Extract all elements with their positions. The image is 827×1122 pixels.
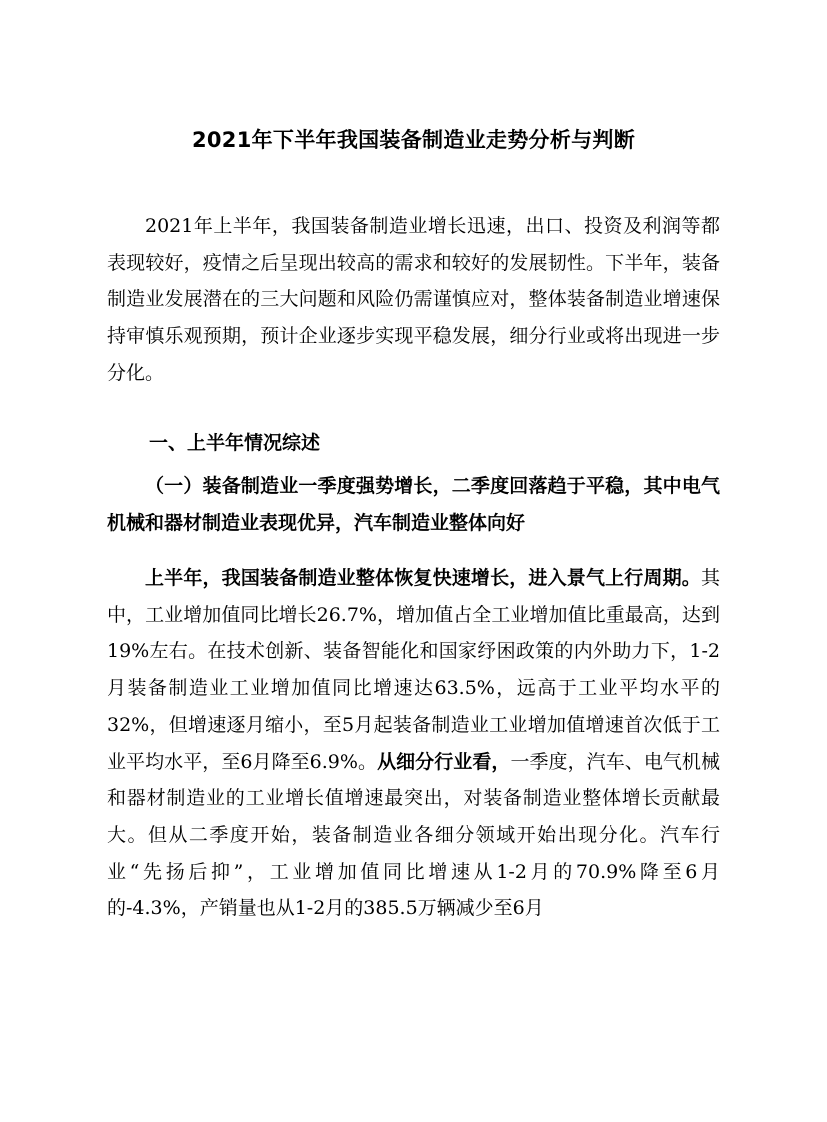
paragraph-part-1: 其中，工业增加值同比增长26.7%，增加值占全工业增加值比重最高，达到19%左右。在技术创新、装备智能化和国家纾困政策的内外助力下，1-2月装备制造业工业增加值同比增速达63.5%，远高于工业平均水平的32%，但增速逐月缩小，至5月起装备制造业工业增加值增速首次低于工业平均水平，至6月降至6.9%。 — [107, 567, 720, 773]
paragraph-lead: 上半年，我国装备制造业整体恢复快速增长，进入景气上行周期。 — [145, 567, 701, 589]
paragraph-bold-phrase: 从细分行业看， — [377, 750, 511, 773]
intro-text: 2021年上半年，我国装备制造业增长迅速，出口、投资及利润等都表现较好，疫情之后呈现出较高的需求和较好的发展韧性。下半年，装备制造业发展潜在的三大问题和风险仍需谨慎应对，整体装备制造业增速保持审慎乐观预期，预计企业逐步实现平稳发展，细分行业或将出现进一步分化。 — [107, 215, 720, 384]
paragraph-part-2: 一季度，汽车、电气机械和器材制造业的工业增长值增速最突出，对装备制造业整体增长贡献最大。但从二季度开始，装备制造业各细分领域开始出现分化。汽车行业“先扬后抑”，工业增加值同比增速从1-2月的70.9%降至6月的-4.3%，产销量也从1-2月的385.5万辆减少至6月 — [107, 750, 720, 920]
body-paragraph — [107, 560, 720, 927]
intro-paragraph — [107, 208, 720, 392]
subsection-heading: （一）装备制造业一季度强势增长，二季度回落趋于平稳，其中电气机械和器材制造业表现优异，汽车制造业整体向好 — [107, 475, 720, 534]
body-paragraph-text — [107, 560, 720, 927]
section-heading: 一、上半年情况综述 — [149, 432, 321, 454]
document-title: 2021年下半年我国装备制造业走势分析与判断 — [191, 128, 636, 152]
